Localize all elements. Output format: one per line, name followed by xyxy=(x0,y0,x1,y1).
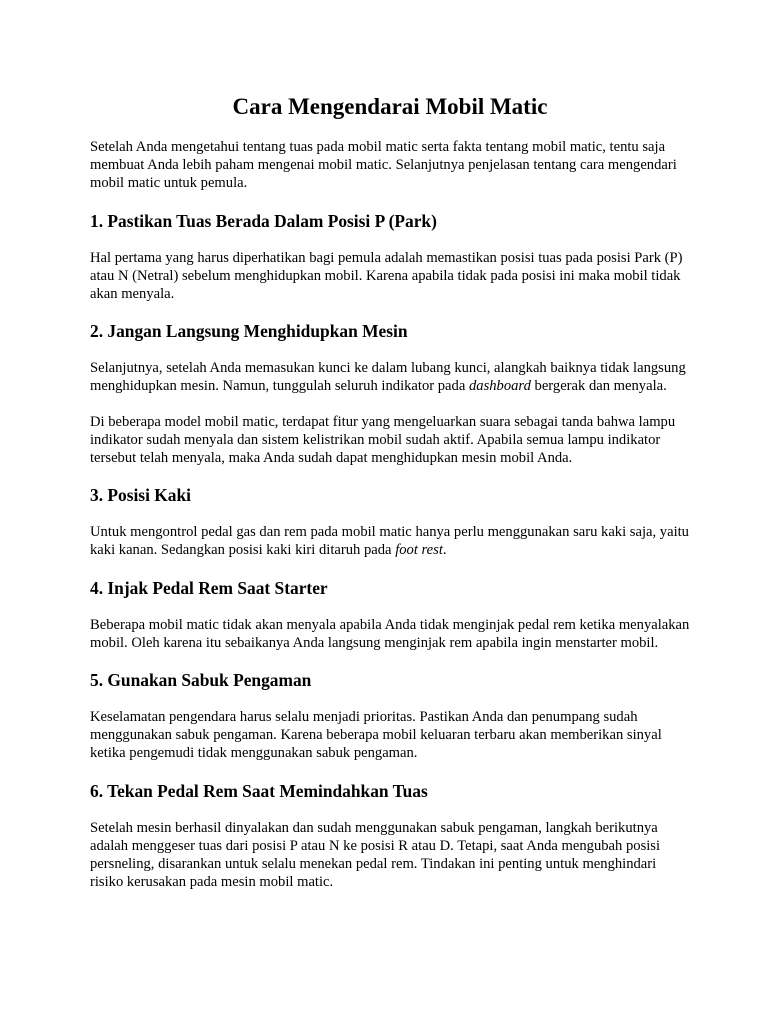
section-2-paragraph-1 xyxy=(90,359,690,395)
section-3-emphasis: foot rest xyxy=(395,542,443,559)
section-heading-4: 4. Injak Pedal Rem Saat Starter xyxy=(90,577,328,598)
section-2-text-after: bergerak dan menyala. xyxy=(530,378,667,395)
document-page xyxy=(90,92,690,908)
section-2-emphasis: dashboard xyxy=(468,378,531,395)
section-3-text-before: Untuk mengontrol pedal gas dan rem pada mobil matic hanya perlu menggunakan saru kaki saja, yaitu kaki kanan. Sedangkan posisi kaki kiri ditaruh pada xyxy=(90,524,689,559)
section-6-paragraph: Setelah mesin berhasil dinyalakan dan sudah menggunakan sabuk pengaman, langkah berikutnya adalah menggeser tuas dari posisi P atau N ke posisi R atau D. Tetapi, saat Anda mengubah posisi persneling, disarankan untuk selalu menekan pedal rem. Tindakan ini penting untuk menghindari risiko kerusakan pada mesin mobil matic. xyxy=(90,819,661,891)
section-3-text-after: . xyxy=(442,542,447,559)
section-1-paragraph: Hal pertama yang harus diperhatikan bagi pemula adalah memastikan posisi tuas pada posisi Park (P) atau N (Netral) sebelum menghidupkan mobil. Karena apabila tidak pada posisi ini maka mobil tidak akan menyala. xyxy=(90,249,683,303)
document-title: Cara Mengendarai Mobil Matic xyxy=(232,94,548,119)
section-4-paragraph: Beberapa mobil matic tidak akan menyala apabila Anda tidak menginjak pedal rem ketika menyalakan mobil. Oleh karena itu sebaikanya Anda langsung menginjak rem apabila ingin menstarter mobil. xyxy=(90,616,690,651)
section-heading-5: 5. Gunakan Sabuk Pengaman xyxy=(90,670,312,691)
section-2-paragraph-2: Di beberapa model mobil matic, terdapat fitur yang mengeluarkan suara sebagai tanda bahwa lampu indikator sudah menyala dan sistem kelistrikan mobil sudah aktif. Apabila semua lampu indikator tersebut telah menyala, maka Anda sudah dapat menghidupkan mesin mobil Anda. xyxy=(90,413,676,467)
section-heading-2: 2. Jangan Langsung Menghidupkan Mesin xyxy=(90,321,408,342)
section-heading-3: 3. Posisi Kaki xyxy=(90,485,191,506)
section-5-paragraph: Keselamatan pengendara harus selalu menjadi prioritas. Pastikan Anda dan penumpang sudah menggunakan sabuk pengaman. Karena beberapa mobil keluaran terbaru akan memberikan sinyal ketika pengemudi tidak menggunakan sabuk pengaman. xyxy=(90,709,662,762)
section-heading-6: 6. Tekan Pedal Rem Saat Memindahkan Tuas xyxy=(90,780,428,801)
intro-paragraph: Setelah Anda mengetahui tentang tuas pada mobil matic serta fakta tentang mobil matic, tentu saja membuat Anda lebih paham mengenai mobil matic. Selanjutnya penjelasan tentang cara mengendari mobil matic untuk pemula. xyxy=(90,139,677,192)
section-2-text-before: Selanjutnya, setelah Anda memasukan kunci ke dalam lubang kunci, alangkah baiknya tidak langsung menghidupkan mesin. Namun, tunggulah seluruh indikator pada xyxy=(90,360,686,395)
section-heading-1: 1. Pastikan Tuas Berada Dalam Posisi P (Park) xyxy=(90,210,437,231)
section-3-paragraph xyxy=(90,523,690,559)
